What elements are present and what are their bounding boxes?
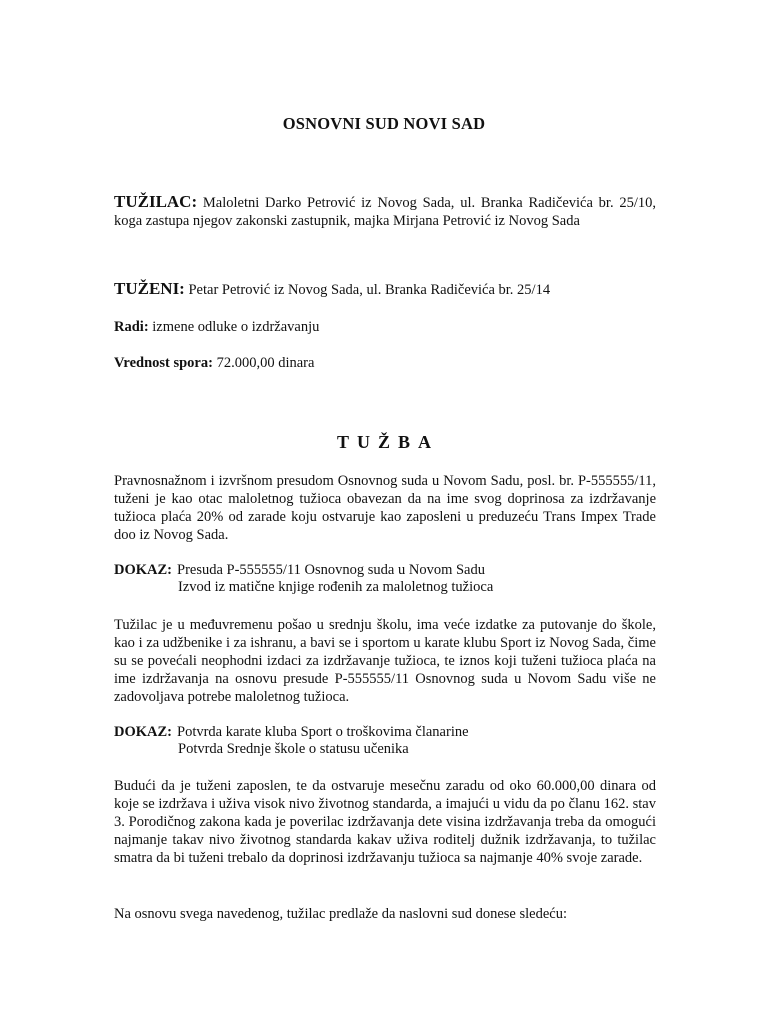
- subject-label: Radi:: [114, 319, 149, 335]
- plaintiff-section: [114, 193, 656, 230]
- evidence-item: Potvrda Srednje škole o statusu učenika: [178, 741, 409, 757]
- evidence-item: Presuda P-555555/11 Osnovnog suda u Novom Sadu: [177, 562, 485, 578]
- document-title: TUŽBA: [336, 432, 439, 452]
- paragraph-4: Na osnovu svega navedenog, tužilac predlaže da naslovni sud donese sledeću:: [114, 906, 567, 922]
- defendant-section: [114, 280, 656, 299]
- court-heading: OSNOVNI SUD NOVI SAD: [282, 114, 486, 133]
- paragraph-3: Budući da je tuženi zaposlen, te da ostvaruje mesečnu zaradu od oko 60.000,00 dinara od koje se izdržava i uživa visok nivo životnog standarda, a imajući u vidu da po članu 162. stav 3. Porodičnog zakona kada je poverilac izdržavanja dete visina izdržavanja treba da omogući najmanje takav nivo životnog standarda kakav uživa roditelj dužnik izdržavanja, to tužilac smatra da bi tuženi trebalo da doprinosi izdržavanju tužioca sa najmanje 40% svoje zarade.: [114, 778, 656, 866]
- evidence-section-2: [114, 724, 656, 758]
- defendant-text: Petar Petrović iz Novog Sada, ul. Branka Radičevića br. 25/14: [188, 282, 551, 298]
- evidence-list: [178, 724, 656, 758]
- evidence-list: [178, 562, 656, 596]
- paragraph-1: Pravnosnažnom i izvršnom presudom Osnovnog suda u Novom Sadu, posl. br. P-555555/11, tuženi je kao otac maloletnog tužioca obavezan da na ime svog doprinosa za izdržavanje tužioca plaća 20% od zarade koju ostvaruje kao zaposleni u preduzeću Trans Impex Trade doo iz Novog Sada.: [114, 473, 656, 543]
- paragraph-2: Tužilac je u međuvremenu pošao u srednju školu, ima veće izdatke za putovanje do škole, kao i za udžbenike i za ishranu, a bavi se i sportom u karate klubu Sport iz Novog Sada, čime su se povećali neophodni izdaci za izdržavanje tužioca, te iznos koji tuženi tužioca plaća na ime izdržavanja na osnovu presude P-555555/11 Osnovnog suda u Novom Sadu više ne zadovoljava potrebe maloletnog tužioca.: [114, 617, 656, 705]
- evidence-item: Potvrda karate kluba Sport o troškovima članarine: [177, 724, 469, 740]
- plaintiff-text: Maloletni Darko Petrović iz Novog Sada, ul. Branka Radičevića br. 25/10, koga zastupa njegov zakonski zastupnik, majka Mirjana Petrović iz Novog Sada: [114, 195, 656, 229]
- defendant-label: TUŽENI:: [114, 279, 185, 298]
- plaintiff-label: TUŽILAC:: [114, 192, 198, 211]
- value-label: Vrednost spora:: [114, 355, 213, 371]
- value-text: 72.000,00 dinara: [216, 355, 315, 371]
- value-section: [114, 354, 656, 372]
- evidence-label: DOKAZ:: [114, 724, 172, 740]
- subject-section: [114, 318, 656, 336]
- evidence-label: DOKAZ:: [114, 562, 172, 578]
- evidence-item: Izvod iz matične knjige rođenih za maloletnog tužioca: [178, 579, 494, 595]
- subject-text: izmene odluke o izdržavanju: [152, 319, 320, 335]
- evidence-section-1: [114, 562, 656, 596]
